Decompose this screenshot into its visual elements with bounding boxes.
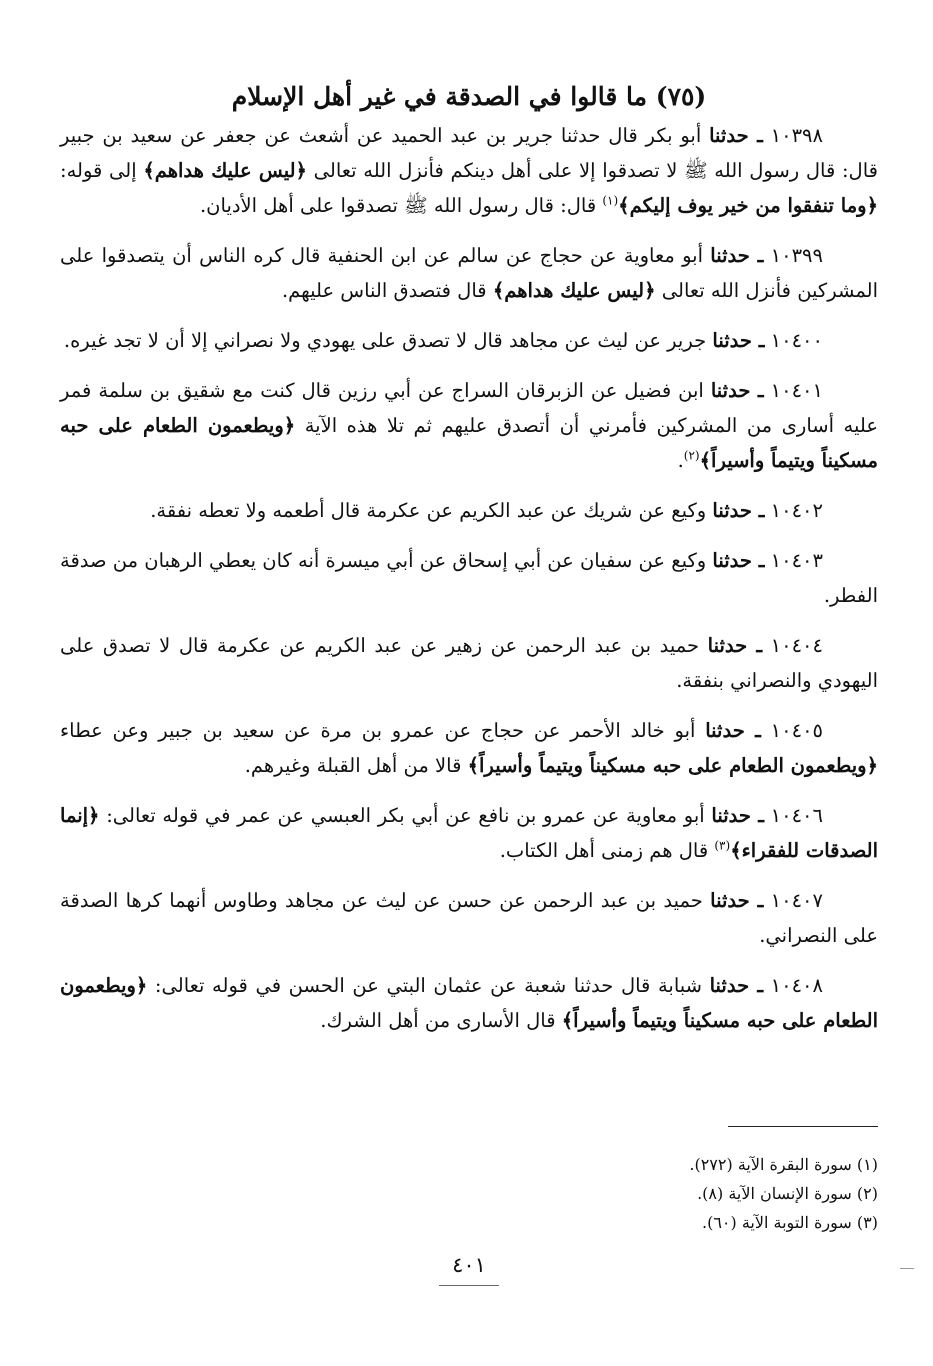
footnotes	[60, 1150, 878, 1237]
hadith-text: أبو معاوية عن عمرو بن نافع عن أبي بكر العبسي عن عمر في قوله تعالى:	[99, 804, 712, 827]
chapter-title: (٧٥) ما قالوا في الصدقة في غير أهل الإسلام	[231, 82, 707, 111]
hadith-number: ١٠٣٩٨	[770, 124, 824, 147]
quran-quote: ﴿ويطعمون الطعام على حبه مسكيناً ويتيماً وأسيراً﴾	[60, 414, 878, 472]
hadith-entry	[60, 323, 878, 358]
hadith-number: ١٠٤٠٨	[770, 974, 823, 997]
hadith-text: وكيع عن شريك عن عبد الكريم عن عكرمة قال أطعمه ولا تعطه نفقة.	[150, 499, 713, 522]
quran-quote: ﴿ويطعمون الطعام على حبه مسكيناً ويتيماً وأسيراً﴾	[60, 974, 878, 1032]
hadith-number: ١٠٤٠٣	[770, 549, 823, 572]
hadith-number: ١٠٤٠٢	[770, 499, 823, 522]
hadith-lead: ـ حدثنا	[710, 889, 764, 912]
hadith-text: قال فتصدق الناس عليهم.	[281, 279, 493, 302]
hadith-text: حميد بن عبد الرحمن عن زهير عن عبد الكريم عن عكرمة قال لا تصدق على اليهودي والنصراني بنفقة.	[60, 634, 878, 692]
hadith-lead: ـ حدثنا	[709, 974, 764, 997]
quran-quote: ﴿ويطعمون الطعام على حبه مسكيناً ويتيماً وأسيراً﴾	[467, 754, 878, 777]
hadith-text: شبابة قال حدثنا شعبة عن عثمان البتي عن الحسن في قوله تعالى:	[147, 974, 710, 997]
quran-quote: ﴿وما تنفقوا من خير يوف إليكم﴾	[618, 194, 878, 217]
footnote-ref: (١)	[602, 193, 619, 208]
hadith-text: .	[677, 449, 684, 472]
hadith-number: ١٠٣٩٩	[770, 244, 823, 267]
hadith-lead: ـ حدثنا	[712, 329, 765, 352]
quran-quote: ﴿ليس عليك هداهم﴾	[492, 279, 656, 302]
hadith-number: ١٠٤٠٥	[770, 719, 824, 742]
hadith-lead: ـ حدثنا	[710, 244, 764, 267]
hadith-number: ١٠٤٠٠	[770, 329, 823, 352]
hadith-text: قال الأسارى من أهل الشرك.	[320, 1009, 562, 1032]
hadith-entry	[60, 968, 878, 1038]
page-number-rule	[439, 1285, 499, 1286]
hadith-text: وكيع عن سفيان عن أبي إسحاق عن أبي ميسرة أنه كان يعطي الرهبان من صدقة الفطر.	[60, 549, 878, 607]
hadith-number: ١٠٤٠٧	[770, 889, 824, 912]
hadith-entry	[60, 493, 878, 528]
hadith-lead: ـ حدثنا	[705, 719, 761, 742]
hadith-lead: ـ حدثنا	[712, 499, 765, 522]
footnote-separator	[728, 1126, 878, 1127]
page-number: ٤٠١	[452, 1253, 486, 1277]
hadith-number: ١٠٤٠٤	[770, 634, 823, 657]
hadith-text: قالا من أهل القبلة وغيرهم.	[244, 754, 468, 777]
hadith-entry	[60, 628, 878, 698]
hadith-lead: ـ حدثنا	[707, 634, 763, 657]
hadith-text: حميد بن عبد الرحمن عن حسن عن ليث عن مجاهد وطاوس أنهما كرها الصدقة على النصراني.	[60, 889, 878, 947]
footnote: (٢) سورة الإنسان الآية (٨).	[697, 1184, 878, 1203]
hadith-number: ١٠٤٠١	[770, 379, 824, 402]
hadith-entry	[60, 373, 878, 478]
hadith-entry	[60, 238, 878, 308]
footnote: (١) سورة البقرة الآية (٢٧٢).	[689, 1155, 878, 1174]
hadith-text: إلى قوله:	[60, 159, 144, 182]
hadith-lead: ـ حدثنا	[710, 379, 764, 402]
hadith-lead: ـ حدثنا	[712, 549, 765, 572]
hadith-entry	[60, 713, 878, 783]
hadith-entry	[60, 883, 878, 953]
hadith-lead: ـ حدثنا	[709, 124, 763, 147]
book-page	[60, 0, 878, 1366]
quran-quote: ﴿ليس عليك هداهم﴾	[143, 159, 307, 182]
hadith-entry	[60, 798, 878, 868]
footnote-ref: (٣)	[714, 838, 731, 853]
footnote: (٣) سورة التوبة الآية (٦٠).	[701, 1213, 878, 1232]
hadith-text: أبو معاوية عن حجاج عن سالم عن ابن الحنفية قال كره الناس أن يتصدقوا على المشركين فأنزل الله تعالى	[60, 244, 878, 302]
hadith-text: أبو بكر قال حدثنا جرير بن عبد الحميد عن أشعث عن جعفر عن سعيد بن جبير قال: قال رسول الله ﷺ لا تصدقوا إلا على أهل دينكم فأنزل الله تعالى	[60, 124, 878, 182]
edge-mark	[900, 1268, 914, 1269]
hadith-text: ابن فضيل عن الزبرقان السراج عن أبي رزين قال كنت مع شقيق بن سلمة فمر عليه أسارى من المشركين فأمرني أن أتصدق عليهم ثم تلا هذه الآية	[60, 379, 878, 437]
hadith-entry	[60, 118, 878, 223]
hadith-number: ١٠٤٠٦	[770, 804, 824, 827]
hadith-text: قال: قال رسول الله ﷺ تصدقوا على أهل الأديان.	[199, 194, 603, 217]
hadith-lead: ـ حدثنا	[711, 804, 764, 827]
hadith-text: قال هم زمنى أهل الكتاب.	[499, 839, 715, 862]
quran-quote: ﴿إنما الصدقات للفقراء﴾	[60, 804, 878, 862]
hadith-text: جرير عن ليث عن مجاهد قال لا تصدق على يهودي ولا نصراني إلا أن لا تجد غيره.	[63, 329, 713, 352]
footnote-ref: (٢)	[683, 448, 700, 463]
hadith-list	[60, 118, 878, 1053]
hadith-text: أبو خالد الأحمر عن حجاج عن عمرو بن مرة عن سعيد بن جبير وعن عطاء	[60, 719, 706, 742]
hadith-entry	[60, 543, 878, 613]
